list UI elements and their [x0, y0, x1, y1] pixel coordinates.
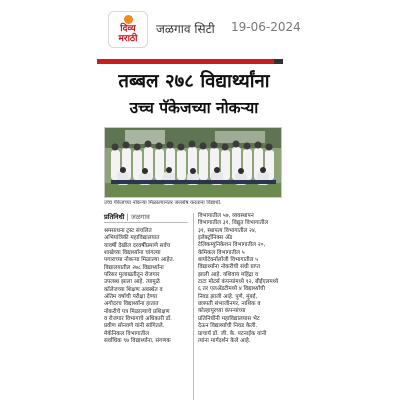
- text-line: छत्रपती संभाजीनगर, नाशिक व: [198, 301, 261, 308]
- text-line: यावर्षी देखील दरवर्षीप्रमाणे सर्वच: [104, 242, 171, 249]
- text-line: मेकॅनिकल विभागातील: [104, 330, 150, 337]
- byline-place: जळगाव: [130, 213, 150, 221]
- text-line: बायोटेक्नॉलॉजी विभागातील ५: [198, 257, 259, 264]
- text-line: उपलब्ध झाला आहे. त्यामुळे: [104, 279, 160, 286]
- text-line: निवड झाली आहे. पुणे, मुंबई,: [198, 293, 258, 300]
- article-column-left: [104, 228, 190, 346]
- section-rule-tab: [274, 59, 283, 64]
- text-line: श्रमसाधना ट्रस्ट संचलित: [104, 228, 152, 234]
- text-line: ६ तर एलअँडटीमध्ये ४ विद्यार्थ्यांची: [198, 286, 265, 293]
- text-line: व रोजगार विभागाचे अधिकारी डॉ.: [104, 316, 172, 323]
- text-line: टेलिकम्युनिकेशन विभागातील २०,: [198, 242, 266, 249]
- column-divider: [193, 213, 194, 400]
- text-line: नोकरीचे पत्र मिळाल्याचे प्रशिक्षण: [104, 308, 170, 315]
- article-column-right: [198, 213, 284, 345]
- text-line: शाखेच्या विद्यार्थ्यांना चांगल्या: [104, 250, 161, 257]
- text-line: विभागातील ५७, व्यवस्थापन: [198, 213, 254, 219]
- newspaper-masthead: [0, 0, 400, 56]
- text-line: झाली आहे. यशिवाय महिंद्रा व: [198, 271, 259, 278]
- text-line: विद्यालयातील २७८ विद्यार्थ्यांना: [104, 264, 164, 271]
- text-line: कोल्हापूरच्या कंपन्यांच्या: [198, 308, 246, 315]
- edition-name: जळगाव सिटी: [156, 22, 215, 36]
- group-photo: [104, 127, 282, 198]
- text-line: सर्वाधिक ९७ विद्यार्थ्यांना, संगणक: [104, 338, 171, 345]
- headline-line-1: तब्बल २७८ विद्यार्थ्यांना: [118, 71, 270, 92]
- text-line: विद्यार्थ्यांना नोकरीची संधी प्राप्त: [198, 264, 261, 271]
- text-line: परिसर मुलाखतीतून रोजगार: [104, 272, 160, 279]
- text-line: अंतिम वर्षाची परीक्षा देण्या: [104, 294, 158, 301]
- logo-word-line2: मराठी: [118, 34, 138, 44]
- text-line: कॉलेजच्या शिक्षण अवस्थेत व: [104, 286, 163, 293]
- text-line: अभियांत्रिकी महाविद्यालयात: [104, 235, 160, 242]
- text-line: प्राचार्य डॉ. जी. के. पटनाईक यांनी: [198, 330, 267, 337]
- text-line: केमिकल विभागातील ५: [198, 249, 245, 256]
- text-line: टाटा मोटर्स कंपन्यांमध्ये १२, बीईएलमध्ये: [198, 279, 279, 286]
- text-line: देऊन विद्यार्थ्यांची निवड केली.: [198, 323, 258, 330]
- text-line: पगाराच्या नोकऱ्या मिळाल्या आहेत.: [104, 257, 175, 264]
- text-line: ३१, स्थापत्य विभागातील २४,: [198, 227, 257, 234]
- logo-word-line1: दिव्य: [120, 24, 136, 34]
- edition-date: 19-06-2024: [231, 20, 301, 34]
- photo-caption: उच्च पॅकेजच्या नोकऱ्या मिळाल्यानंतर जल्लोष करताना विद्यार्थी.: [104, 200, 222, 206]
- byline-name: प्रतिनिधी: [104, 213, 125, 221]
- text-line: अगोदरच विद्यार्थ्यांना हातात: [104, 301, 159, 308]
- text-line: प्रवीण सोनवणे यांनी सांगितले.: [104, 323, 165, 330]
- logo-sun-icon: [124, 15, 133, 24]
- text-line: इलेक्ट्रॉनिक्स अँड: [198, 235, 233, 242]
- text-line: त्यांना मार्गदर्शन केले आहे.: [198, 337, 251, 344]
- text-line: विभागातील ३१, विद्युत विभागातील: [198, 220, 269, 227]
- headline-line-2: उच्च पॅकेजच्या नोकऱ्या: [129, 99, 259, 117]
- text-line: प्रतिनिधींनी महाविद्यालयास भेट: [198, 315, 260, 322]
- section-rule: [97, 59, 283, 64]
- divya-marathi-logo: [108, 11, 148, 48]
- byline: प्रतिनिधी | जळगाव: [104, 211, 188, 223]
